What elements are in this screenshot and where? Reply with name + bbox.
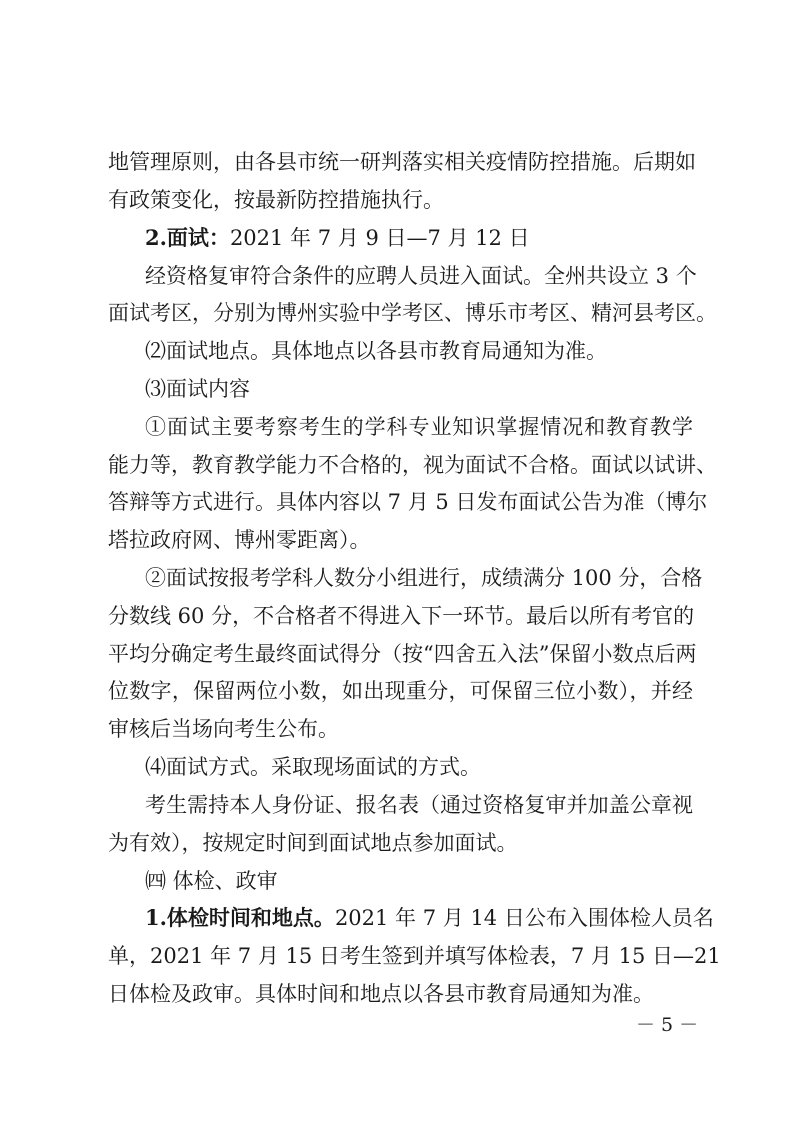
paragraph-line: 日体检及政审。具体时间和地点以各县市教育局通知为准。 — [108, 982, 654, 1006]
paragraph-line: 有政策变化，按最新防控措施执行。 — [108, 188, 444, 212]
paragraph-line: ②面试按报考学科人数分小组进行，成绩满分 100 分，合格 — [145, 566, 703, 590]
paragraph-line: 地管理原则，由各县市统一研判落实相关疫情防控措施。后期如 — [108, 150, 696, 174]
paragraph-line: ⑵面试地点。具体地点以各县市教育局通知为准。 — [145, 339, 607, 363]
heading-label: 2.面试： — [145, 225, 230, 250]
paragraph-line: 塔拉政府网、博州零距离）。 — [108, 528, 371, 552]
paragraph-line: 分数线 60 分，不合格者不得进入下一环节。最后以所有考官的 — [108, 604, 695, 628]
paragraph-line: ⑷面试方式。采取现场面试的方式。 — [145, 755, 481, 779]
paragraph-line: 审核后当场向考生公布。 — [108, 717, 339, 741]
subheading-line: ⑶面试内容 — [145, 377, 250, 401]
paragraph-line: 答辩等方式进行。具体内容以 7 月 5 日发布面试公告为准（博尔 — [108, 490, 708, 514]
paragraph-line: 能力等，教育教学能力不合格的，视为面试不合格。面试以试讲、 — [108, 453, 717, 477]
paragraph-line: 考生需持本人身份证、报名表（通过资格复审并加盖公章视 — [145, 793, 693, 817]
paragraph-line: 为有效），按规定时间到面试地点参加面试。 — [108, 831, 518, 855]
paragraph-line: 经资格复审符合条件的应聘人员进入面试。全州共设立 3 个 — [145, 264, 697, 288]
subsection-heading-medical-time — [145, 904, 714, 932]
paragraph-line: ①面试主要考察考生的学科专业知识掌握情况和教育教学 — [145, 415, 693, 439]
section-heading-interview — [145, 224, 693, 252]
paragraph-line: 位数字，保留两位小数，如出现重分，可保留三位小数），并经 — [108, 679, 693, 703]
page-number: － 5 － — [636, 1014, 699, 1036]
paragraph-line: 平均分确定考生最终面试得分（按“四舍五入法”保留小数点后两 — [108, 642, 697, 666]
heading-text: 2021 年 7 月 14 日公布入围体检人员名 — [334, 906, 714, 930]
paragraph-line: 面试考区，分别为博州实验中学考区、博乐市考区、精河县考区。 — [108, 301, 717, 325]
section-heading-medical: ㈣ 体检、政审 — [145, 869, 278, 893]
paragraph-line: 单，2021 年 7 月 15 日考生签到并填写体检表，7 月 15 日—21 — [108, 944, 721, 968]
heading-label: 1.体检时间和地点。 — [145, 905, 335, 930]
heading-date: 2021 年 7 月 9 日—7 月 12 日 — [229, 226, 530, 250]
